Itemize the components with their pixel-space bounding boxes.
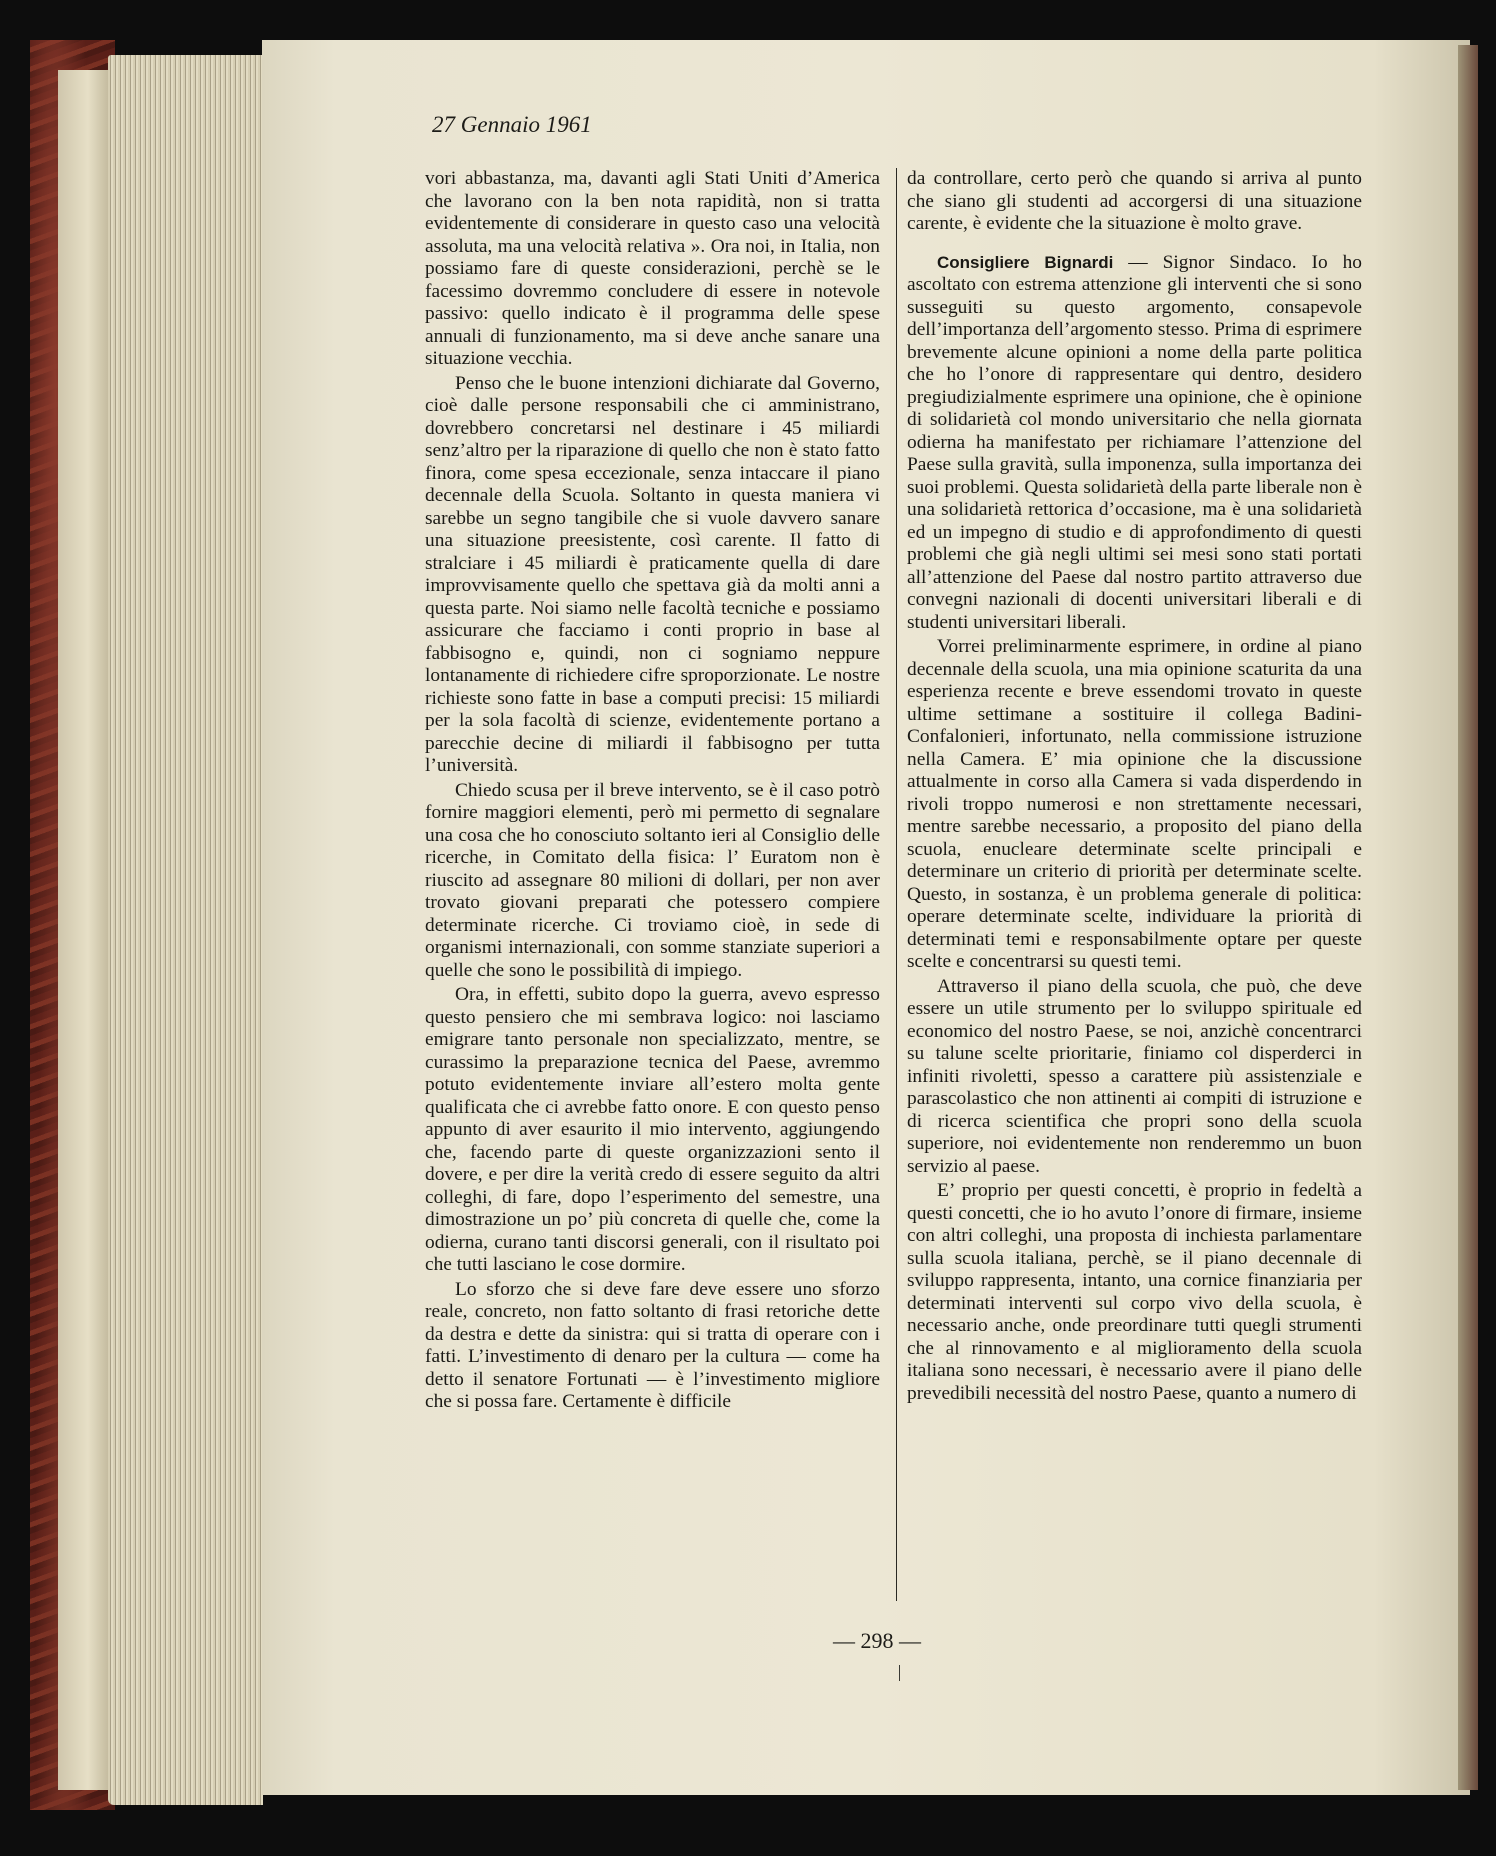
left-paragraph-2: Penso che le buone intenzioni dichiarate dal Governo, cioè dalle persone responsabili che ci amministrano, dovrebbero concretarsi nel destinare i 45 miliardi senz’altro per la riparazione di quello che non è stato fatto finora, come spesa eccezionale, senza intaccare il piano decennale della Scuola. Soltanto in questa maniera vi sarebbe un segno tangibile che si vuole davvero sanare una situazione preesistente, così carente. Il fatto di stralciare i 45 miliardi è praticamente quella di dare improvvisamente quello che spettava già da molti anni a questa parte. Noi siamo nelle facoltà tecniche e possiamo assicurare che facciamo i conti proprio in base al fabbisogno e, quindi, non ci sogniamo neppure lontanamente di richiedere cifre sproporzionate. Le nostre richieste sono fatte in base a computi precisi: 15 miliardi per la sola facoltà di scienze, evidentemente portano a parecchie decine di miliardi il fabbisogno per tutta l’università. — [425, 372, 880, 776]
left-paragraph-1: vori abbastanza, ma, davanti agli Stati Uniti d’America che lavorano con la ben nota rapidità, non si tratta evidentemente di considerare in questo caso una velocità assoluta, ma una velocità relativa ». Ora noi, in Italia, non possiamo fare di queste considerazioni, perchè se le facessimo dovremmo concludere di essere in notevole passivo: quello indicato è il programma delle spese annuali di funzionamento, ma si deve anche sanare una situazione vecchia. — [425, 168, 880, 369]
left-text-column — [425, 168, 880, 1414]
speaker-paragraph — [907, 252, 1362, 635]
right-text-column — [907, 168, 1362, 1405]
left-paragraph-5: Lo sforzo che si deve fare deve essere uno sforzo reale, concreto, non fatto soltanto di frasi retoriche dette da destra e dette da sinistra: qui si tratta di operare con i fatti. L’investimento di denaro per la cultura — come ha detto il senatore Fortunati — è l’investimento migliore che si possa fare. Certamente è difficile — [425, 1278, 880, 1412]
book-spine-edge — [58, 70, 108, 1790]
right-paragraph-3: Vorrei preliminarmente esprimere, in ordine al piano decennale della scuola, una mia opinione scaturita da una esperienza recente e breve essendomi trovato in queste ultime settimane a sostituire il collega Badini-Confalonieri, infortunato, nella commissione istruzione nella Camera. E’ mia opinione che la discussione attualmente in corso alla Camera si vada disperdendo in rivoli troppo numerosi e non strettamente necessari, mentre sarebbe necessario, a proposito del piano della scuola, enucleare determinate scelte principali e determinare un criterio di priorità per determinate scelte. Questo, in sostanza, è un problema generale di politica: operare determinate scelte, individuare la priorità di determinati temi e responsabilmente optare per queste scelte e concentrarsi su questi temi. — [907, 636, 1362, 972]
facing-page-edge — [1458, 45, 1478, 1790]
left-paragraph-3: Chiedo scusa per il breve intervento, se è il caso potrò fornire maggiori elementi, però mi permetto di segnalare una cosa che ho conosciuto soltanto ieri al Consiglio delle ricerche, in Comitato della fisica: l’ Euratom non è riuscito ad assegnare 80 milioni di dollari, per non aver trovato giovani preparati che potessero compiere determinate ricerche. Ci troviamo cioè, in sede di organismi internazionali, con somme stanziate superiori a quelle che sono le possibilità di impiego. — [425, 779, 880, 981]
speaker-speech-opening: — Signor Sindaco. Io ho ascoltato con estrema attenzione gli interventi che si sono susseguiti su questo argomento, consapevole dell’importanza dell’argomento stesso. Prima di esprimere brevemente alcune opinioni a nome della parte politica che ho l’onore di rappresentare qui dentro, desidero pregiudizialmente esprimere una opinione, che è opinione di solidarietà col mondo universitario che nella giornata odierna ha manifestato per richiamare l’attenzione del Paese sulla gravità, sulla imponenza, sulla importanza dei suoi problemi. Questa solidarietà della parte liberale non è una solidarietà rettorica d’occasione, ma è una solidarietà ed un impegno di studio e di approfondimento di questi problemi che già negli ultimi sei mesi sono stati portati all’attenzione del Paese dal nostro partito attraverso due convegni nazionali di docenti universitari liberali e di studenti universitari liberali. — [907, 251, 1362, 633]
page-stack-edges — [108, 55, 263, 1805]
right-paragraph-4: Attraverso il piano della scuola, che può, che deve essere un utile strumento per lo sviluppo spirituale ed economico del nostro Paese, se noi, anzichè concentrarci su talune scelte prioritarie, finiamo col disperderci in infiniti rivoletti, spesso a carattere più assistenziale e parascolastico che non attinenti ai compiti di istruzione e di ricerca scientifica che propri sono della scuola superiore, noi evidentemente non renderemmo un buon servizio al paese. — [907, 975, 1362, 1177]
page-header-date: 27 Gennaio 1961 — [432, 112, 592, 137]
speaker-name: Consigliere Bignardi — [937, 252, 1114, 272]
page-number: — 298 — — [833, 1628, 921, 1653]
column-divider — [896, 168, 897, 1601]
left-paragraph-4: Ora, in effetti, subito dopo la guerra, avevo espresso questo pensiero che mi sembrava logico: noi lasciamo emigrare tanto personale non specializzato, mentre, se curassimo la preparazione tecnica del Paese, avremmo potuto evidentemente inviare all’estero molta gente qualificata che ci avrebbe fatto onore. E con questo penso appunto di aver esaurito il mio intervento, aggiungendo che, facendo parte di queste organizzazioni sento il dovere, e per dire la verità credo di essere seguito da altri colleghi, di fare, dopo l’esperimento del semestre, una dimostrazione un po’ più concreta di quelle che, come la odierna, curano tanti discorsi generali, con il risultato poi che tutti lasciano le cose dormire. — [425, 984, 880, 1275]
right-paragraph-1: da controllare, certo però che quando si arriva al punto che siano gli studenti ad accorgersi di una situazione carente, è evidente che la situazione è molto grave. — [907, 168, 1362, 234]
gutter-mark — [899, 1665, 900, 1681]
right-paragraph-5: E’ proprio per questi concetti, è proprio in fedeltà a questi concetti, che io ho avuto l’onore di firmare, insieme con altri colleghi, una proposta di inchiesta parlamentare sulla scuola italiana, perchè, se il piano decennale di sviluppo rappresenta, intanto, una cornice finanziaria per determinati interventi sul corpo vivo della scuola, è necessario anche, onde preordinare tutti quegli strumenti che al rinnovamento e al miglioramento della scuola italiana sono necessari, è necessario avere il piano delle prevedibili necessità del nostro Paese, quanto a numero di — [907, 1180, 1362, 1404]
